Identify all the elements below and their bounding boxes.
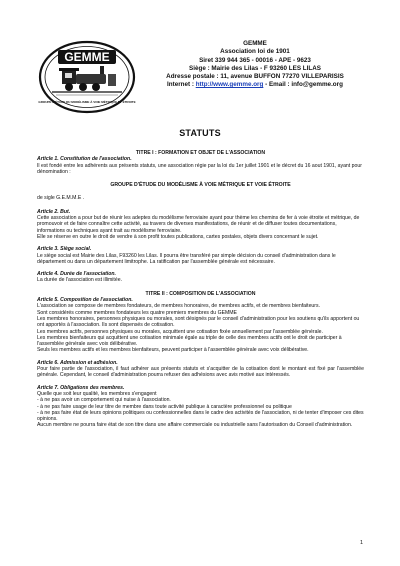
article-5-text-3: Les membres honoraires, personnes physiques ou morales, sont désignés par le conseil d'administration pour les soutiens qu'ils apportent ou ont apportés à l'association. Ils sont dispensés de cotisation. — [37, 315, 360, 329]
header-block — [140, 40, 370, 90]
logo-caption: GROUPE D'ÉTUDE DU MODÉLISME À VOIE MÉTRIQUE ET ÉTROITE — [38, 100, 136, 104]
document-body — [37, 150, 364, 429]
article-6-text: Pour faire partie de l'association, il faut adhérer aux présents statuts et s'acquitter de la cotisation dont le montant est fixé par l'assemblée générale. Cependant, le conseil d'administration pourra refuser des adhésions avec avis motivé aux intéressés. — [37, 366, 364, 379]
header-siret: Siret 339 944 365 - 00016 - APE - 9623 — [199, 56, 311, 64]
header-legal-status: Association loi de 1901 — [220, 48, 290, 56]
article-3-heading: Article 3. Siège social. — [37, 246, 92, 253]
article-5-text-2: Sont considérés comme membres fondateurs les quatre premiers membres du GEMME — [37, 309, 237, 316]
article-7-heading: Article 7. Obligations des membres. — [37, 384, 125, 391]
article-7-text-5: Aucun membre ne pourra faire état de son titre dans une affaire commerciale ou industrielle sans l'autorisation du Conseil d'administration. — [37, 422, 353, 429]
article-5-heading: Article 5. Composition de l'association. — [37, 297, 133, 304]
article-5-text-5: Les membres bienfaiteurs qui acquittent une cotisation minimale égale au triple de celle des membres actifs ont le droit de participer à l'assemblée générale avec voix délibérative. — [37, 334, 342, 348]
association-full-name: GROUPE D'ÉTUDE DU MODÉLISME À VOIE MÉTRIQUE ET VOIE ÉTROITE — [110, 182, 291, 189]
article-1-heading: Article 1. Constitution de l'association. — [37, 156, 132, 163]
article-2-heading: Article 2. But. — [37, 208, 71, 215]
header-org-name: GEMME — [243, 40, 267, 47]
section-title-1: TITRE I : FORMATION ET OBJET DE L'ASSOCIATION — [135, 150, 266, 156]
article-4-text: La durée de l'association est illimitée. — [37, 277, 122, 284]
article-2-text-2: Elle se réserve en outre le droit de vendre à son profit toutes publications, cartes postales, objets divers concernant le sujet. — [37, 233, 319, 240]
header-email: - Email : info@gemme.org — [263, 81, 343, 89]
article-7-text-2: - à ne pas avoir un comportement qui nuise à l'association. — [37, 397, 171, 404]
article-7-text-3: - à ne pas faire usage de leur titre de membre dans toute activité publique à caractère professionnel ou politique — [37, 403, 292, 410]
article-7-text-1: Quelle que soit leur qualité, les membres s'engagent — [37, 390, 157, 397]
article-4-heading: Article 4. Durée de l'association. — [37, 271, 116, 278]
article-7-text-4: - à ne pas faire état de leurs opinions politiques ou confessionnelles dans le cadre des activités de l'association, ni de tenter d'imposer ces dites opinions. — [37, 409, 364, 423]
header-address: Adresse postale : 11, avenue BUFFON 77270 VILLEPARISIS — [166, 73, 344, 81]
header-siege: Siège : Mairie des Lilas - F 93260 LES LILAS — [189, 64, 321, 72]
section-title-2: TITRE II : COMPOSITION DE L'ASSOCIATION — [145, 290, 256, 297]
association-sigle: de sigle G.E.M.M.E . — [37, 195, 85, 202]
website-link[interactable]: http://www.gemme.org — [195, 81, 264, 89]
article-5-text-1: L'association se compose de membres fondateurs, de membres honoraires, de membres actifs, et de membres bienfaiteurs. — [37, 303, 320, 310]
article-1-text: Il est fondé entre les adhérents aux présents statuts, une association régie par la loi du 1er juillet 1901 et le décret du 16 aout 1901, ayant pour dénomination : — [37, 162, 362, 175]
article-3-text: Le siège social est Mairie des Lilas, F93260 les Lilas. Il pourra être transféré par simple décision du conseil d'administration dans le département ou dans un département limitrophe. La ratification par l'assemblée générale est nécessaire. — [37, 252, 336, 265]
document-title: STATUTS — [179, 128, 221, 138]
gemme-logo — [38, 40, 136, 114]
header-contact: Internet : http://www.gemme.org - Email : info@gemme.org — [167, 81, 343, 89]
article-6-heading: Article 6. Admission et adhésion. — [37, 359, 118, 366]
article-2-text-1: Cette association a pour but de réunir les adeptes du modélisme ferroviaire ayant pour thème les chemins de fer à voie étroite et métrique, de promouvoir et de faire connaître cette activité, au travers de diverses manifestations, de réunir et de diffuser toutes documentations, informations ou techniques ayant trait au modélisme ferroviaire. — [37, 215, 360, 234]
article-5-text-6: Seuls les membres actifs et les membres bienfaiteurs, peuvent participer à l'assemblée générale avec voix délibérative. — [37, 347, 309, 354]
page-number: 1 — [360, 540, 364, 546]
logo-name: GEMME — [64, 50, 110, 64]
article-5-text-4: Les membres actifs, personnes physiques ou morales, acquittent une cotisation fixée annuellement par l'assemblée générale. — [37, 328, 323, 335]
